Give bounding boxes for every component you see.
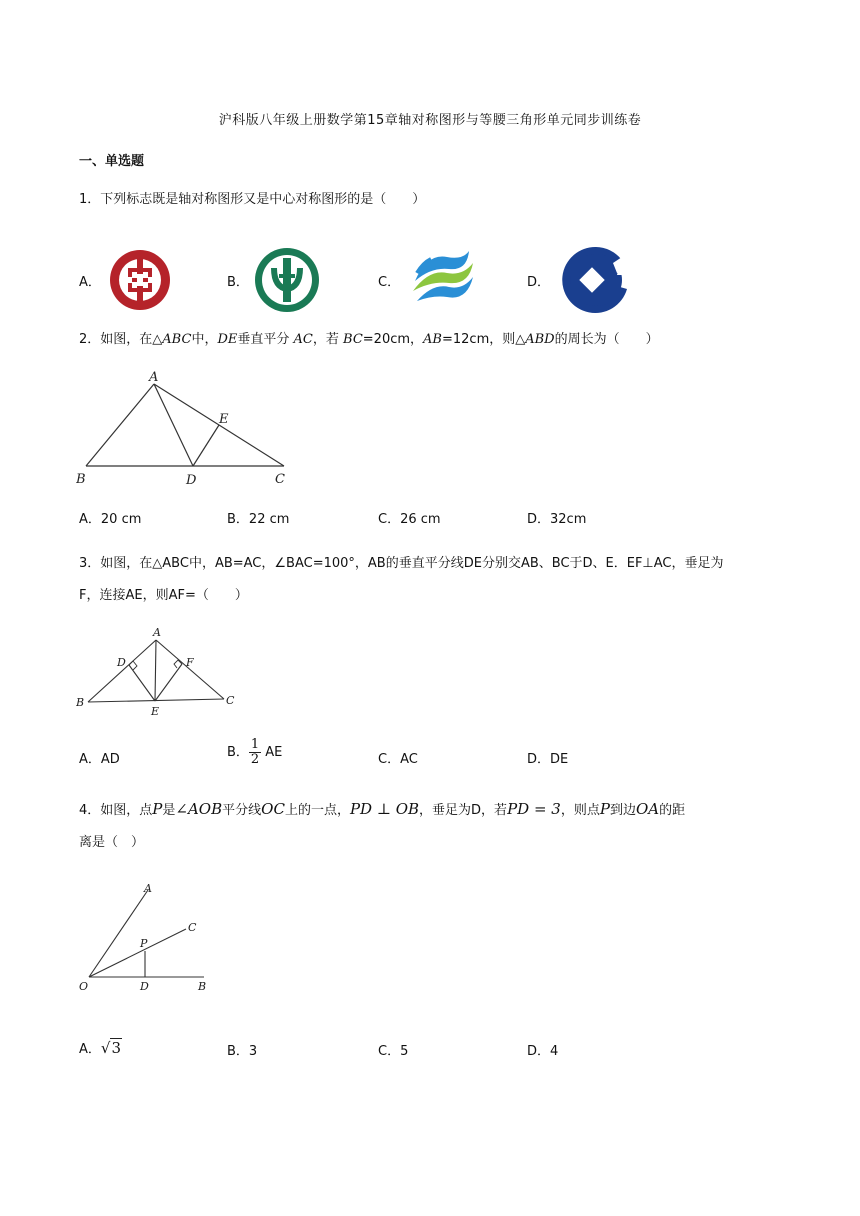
q4-text-8: 的距 [659, 803, 686, 818]
question-number: 1． [79, 192, 101, 207]
q3-option-d: D．DE [527, 752, 569, 767]
q2-triangle-abc: △ABC [152, 332, 192, 347]
q2-label-a: A [149, 370, 159, 385]
china-mobile-logo-icon [407, 243, 479, 309]
q2-segment-ac: AC [293, 332, 313, 347]
q4-text-6: ，则点 [560, 803, 600, 818]
q4-label-o: O [79, 980, 89, 993]
q4-perpendicular: PD ⊥ OB [349, 800, 420, 818]
q3-text-line1: 如图，在△ABC中，AB=AC，∠BAC=100°，AB的垂直平分线DE分别交AB、BC于D、E．EF⊥AC，垂足为 [100, 556, 724, 571]
q2-text-2: 中， [191, 332, 218, 347]
q3-option-b-prefix: B． [227, 745, 249, 760]
q4-pd-value: PD = 3 [507, 800, 561, 818]
option-c-label: C． [378, 275, 401, 290]
q4-text-2: 是 [162, 803, 176, 818]
q4-option-b: B．3 [227, 1044, 258, 1059]
section-heading: 一、单选题 [79, 154, 145, 169]
q2-option-d: D．32cm [527, 512, 587, 527]
q4-point-p-2: P [599, 800, 610, 818]
q2-triangle-abd: △ABD [515, 332, 555, 347]
ccb-logo-icon [561, 245, 631, 315]
q4-text-5: ，垂足为D，若 [419, 803, 508, 818]
q3-figure [76, 624, 242, 720]
q4-label-d: D [140, 980, 149, 993]
radicand: 3 [111, 1039, 122, 1057]
q2-text-4: ，若 [312, 332, 339, 347]
q2-label-e: E [219, 412, 229, 427]
q2-figure [76, 368, 302, 490]
q4-text-1: 如图，点 [100, 803, 153, 818]
q2-text-1: 如图，在 [100, 332, 153, 347]
option-a-label: A． [79, 275, 101, 290]
q3-option-b-suffix: AE [265, 745, 283, 760]
q3-label-c: C [226, 694, 235, 707]
q2-text-6: =12cm，则 [441, 332, 516, 347]
question-number: 4． [79, 803, 101, 818]
q2-text-3: 垂直平分 [237, 332, 290, 347]
q2-text-7: 的周长为（ ） [554, 332, 659, 347]
fraction-one-half [249, 738, 261, 767]
question-text: 下列标志既是轴对称图形又是中心对称图形的是（ ） [100, 192, 426, 207]
fraction-numerator: 1 [250, 737, 260, 752]
q4-text-line2: 离是（ ） [79, 835, 145, 850]
q4-side-oa: OA [635, 800, 660, 818]
q2-label-c: C [275, 472, 285, 487]
fraction-denominator: 2 [250, 752, 260, 767]
q4-text-7: 到边 [609, 803, 636, 818]
q4-option-a-prefix: A． [79, 1042, 101, 1057]
q2-label-d: D [186, 473, 197, 488]
q3-option-b [227, 738, 282, 767]
q3-label-e: E [151, 705, 160, 718]
question-number: 3． [79, 556, 101, 571]
question-3 [79, 548, 799, 612]
abc-logo-icon [253, 246, 321, 314]
q4-label-a: A [144, 882, 152, 895]
q2-option-b: B．22 cm [227, 512, 290, 527]
q3-label-f: F [186, 656, 194, 669]
q3-label-d: D [117, 656, 126, 669]
q2-segment-ab: AB [423, 332, 442, 347]
q3-text-line2: F，连接AE，则AF=（ ） [79, 588, 248, 603]
q4-figure [76, 880, 216, 996]
q2-label-b: B [76, 472, 86, 487]
question-1 [79, 184, 425, 216]
option-b-label: B． [227, 275, 249, 290]
q2-option-c: C．26 cm [378, 512, 441, 527]
question-4 [79, 793, 799, 859]
q4-option-a [79, 1038, 122, 1057]
document-title: 沪科版八年级上册数学第15章轴对称图形与等腰三角形单元同步训练卷 [218, 113, 642, 128]
q4-text-3: 平分线 [222, 803, 262, 818]
q4-option-d: D．4 [527, 1044, 559, 1059]
question-2 [79, 324, 659, 356]
q4-ray-oc: OC [261, 800, 285, 818]
q4-label-b: B [198, 980, 207, 993]
q2-segment-de: DE [217, 332, 238, 347]
q4-point-p: P [152, 800, 163, 818]
q4-option-c: C．5 [378, 1044, 409, 1059]
q3-option-c: C．AC [378, 752, 418, 767]
q4-angle-aob: ∠AOB [175, 800, 223, 818]
option-d-label: D． [527, 275, 551, 290]
q2-text-5: =20cm， [362, 332, 424, 347]
square-root: √3 [100, 1039, 122, 1057]
q2-segment-bc: BC [343, 332, 363, 347]
question-number: 2． [79, 332, 101, 347]
q3-option-a: A．AD [79, 752, 120, 767]
q3-label-a: A [153, 626, 161, 639]
q3-label-b: B [76, 696, 85, 709]
q4-label-p: P [140, 937, 148, 950]
q2-option-a: A．20 cm [79, 512, 142, 527]
icbc-logo-icon [106, 247, 174, 313]
q4-label-c: C [188, 921, 197, 934]
q4-text-4: 上的一点， [284, 803, 350, 818]
